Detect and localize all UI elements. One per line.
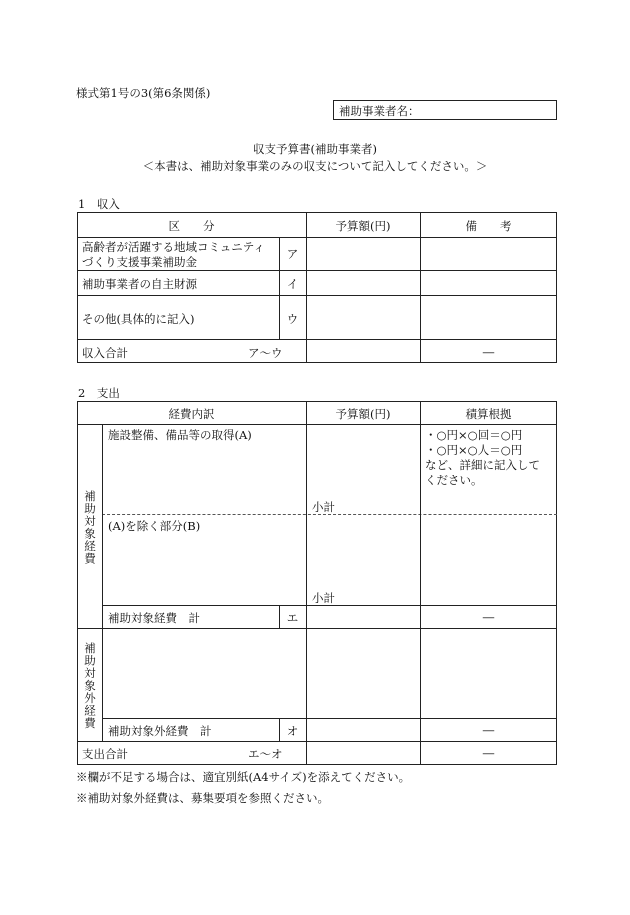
income-heading: 1 収入 xyxy=(78,197,120,211)
ineligible-expense-group-label: 補助対象外経費 xyxy=(83,642,97,730)
note-ineligible: ※補助対象外経費は、募集要項を参照ください。 xyxy=(76,791,329,805)
form-number: 様式第1号の3(第6条関係) xyxy=(76,86,211,100)
document-title: 収支予算書(補助事業者) xyxy=(253,142,377,156)
item-b-label: (A)を除く部分(B) xyxy=(108,519,201,533)
expense-header-budget: 予算額(円) xyxy=(335,407,391,421)
document-subtitle: ＜本書は、補助対象事業のみの収支について記入してください。＞ xyxy=(142,159,488,173)
applicant-name-box[interactable] xyxy=(333,100,557,120)
income-row-subsidy-code: ア xyxy=(286,247,299,261)
eligible-total-remarks: ― xyxy=(482,610,495,624)
income-row-subsidy-line1: 高齢者が活躍する地域コミュニティ xyxy=(82,240,265,254)
income-total-remarks: ― xyxy=(482,345,495,359)
eligible-total-code: エ xyxy=(286,611,299,625)
expense-header-content: 経費内訳 xyxy=(168,407,215,421)
income-row-own-funds-code: イ xyxy=(286,277,299,291)
eligible-expense-group-label: 補助対象経費 xyxy=(83,490,97,565)
applicant-name-label: 補助事業者名： xyxy=(339,104,420,118)
income-header-remarks: 備 考 xyxy=(465,219,512,233)
basis-note-1: ・○円×○回＝○円 xyxy=(425,428,523,442)
income-row-own-funds: 補助事業者の自主財源 xyxy=(82,277,197,291)
eligible-total-label: 補助対象経費 計 xyxy=(108,611,200,625)
expense-total-remarks: ― xyxy=(482,746,495,760)
basis-note-2: ・○円×○人＝○円 xyxy=(425,443,523,457)
ineligible-total-label: 補助対象外経費 計 xyxy=(108,724,212,738)
expense-heading: 2 支出 xyxy=(78,386,120,400)
income-total-label: 収入合計 xyxy=(82,346,128,360)
expense-total-code: エ～オ xyxy=(248,747,283,761)
income-row-subsidy-budget[interactable] xyxy=(307,238,419,269)
income-header-budget: 予算額(円) xyxy=(335,219,391,233)
expense-header-basis: 積算根拠 xyxy=(465,407,512,421)
basis-note-3: など、詳細に記入して xyxy=(425,458,540,472)
income-row-other-code: ウ xyxy=(286,312,299,326)
income-header-category: 区 分 xyxy=(168,219,215,233)
income-row-subsidy-line2: づくり支援事業補助金 xyxy=(82,255,197,269)
income-total-code: ア～ウ xyxy=(248,346,283,360)
item-b-subtotal: 小計 xyxy=(312,591,335,605)
income-row-other: その他(具体的に記入) xyxy=(82,312,195,326)
ineligible-total-remarks: ― xyxy=(482,723,495,737)
ineligible-total-code: オ xyxy=(286,724,299,738)
item-a-label: 施設整備、備品等の取得(A) xyxy=(108,428,252,442)
basis-note-4: ください。 xyxy=(425,473,483,487)
expense-total-label: 支出合計 xyxy=(82,747,128,761)
note-extra-sheet: ※欄が不足する場合は、適宜別紙(A4サイズ)を添えてください。 xyxy=(76,770,411,784)
item-a-subtotal: 小計 xyxy=(312,500,335,514)
